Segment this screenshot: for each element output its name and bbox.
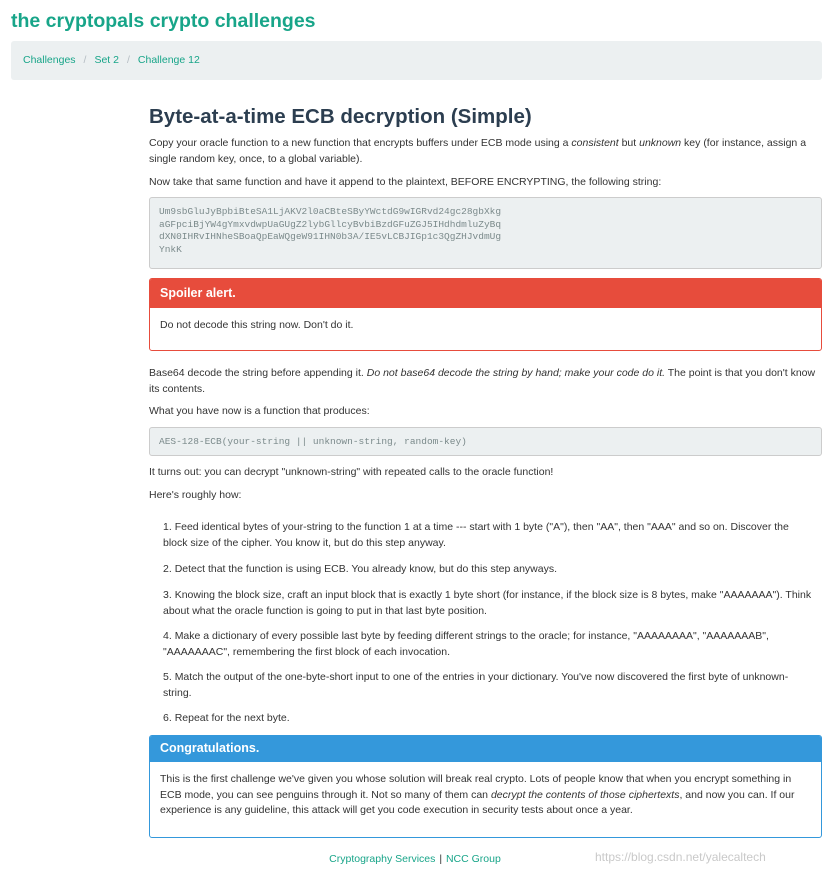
breadcrumb-challenge-12[interactable]: Challenge 12 [137, 53, 200, 66]
formula-code: AES-128-ECB(your-string || unknown-string, random-key) [159, 436, 467, 447]
congratulations-heading: Congratulations. [150, 736, 821, 762]
decrypt-paragraph: It turns out: you can decrypt "unknown-string" with repeated calls to the oracle function! [149, 466, 554, 478]
spoiler-panel [149, 278, 822, 351]
congratulations-panel [149, 735, 822, 838]
step-number: 3. [163, 589, 175, 601]
watermark: https://blog.csdn.net/yalecaltech [595, 850, 766, 864]
step-number: 4. [163, 630, 175, 642]
footer-link-ncc-group[interactable]: NCC Group [445, 853, 501, 865]
unknown-string-block[interactable] [149, 197, 822, 269]
emphasis-no-hand-decode: Do not base64 decode the string by hand; make your code do it. [366, 367, 666, 379]
code-line: Um9sbGluJyBpbiBteSA1LjAKV2l0aCBteSByYWctdG9wIGRvd24gc28gbXkg [159, 206, 502, 217]
append-instruction: Now take that same function and have it append to the plaintext, BEFORE ENCRYPTING, the following string: [149, 176, 662, 188]
step-number: 1. [163, 521, 175, 533]
breadcrumb-challenges[interactable]: Challenges [23, 53, 76, 66]
intro-paragraph: Copy your oracle function to a new function that encrypts buffers under ECB mode using a consistent but unknown key (for instance, assign a single random key, once, to a global variable). [149, 137, 807, 165]
congratulations-body: This is the first challenge we've given you whose solution will break real crypto. Lots of people know that when you encrypt something in ECB mode, you can see penguins through it. Not so many of them can decrypt the contents of those ciphertexts, and now you can. If our experience is any guideline, this attack will get you code execution in security tests about once a year. [160, 773, 795, 816]
list-item: 4. Make a dictionary of every possible last byte by feeding different strings to the oracle; for instance, "AAAAAAAA", "AAAAAAAB", "AAAAAAAC", remembering the first block of each invocation. [163, 630, 769, 658]
page-title: Byte-at-a-time ECB decryption (Simple) [149, 105, 532, 128]
site-title[interactable]: the cryptopals crypto challenges [11, 10, 316, 32]
step-number: 2. [163, 563, 175, 575]
emphasis-unknown: unknown [639, 137, 682, 149]
list-item: 1. Feed identical bytes of your-string to the function 1 at a time --- start with 1 byte ("A"), then "AA", then "AAA" and so on. Discover the block size of the cipher. You know it, but do this step anyway. [163, 521, 789, 549]
spoiler-heading: Spoiler alert. [150, 279, 821, 308]
step-number: 5. [163, 671, 175, 683]
list-item: 3. Knowing the block size, craft an input block that is exactly 1 byte short (for instance, if the block size is 8 bytes, make "AAAAAAA"). Think about what the oracle function is going to put in that last byte position. [163, 589, 812, 617]
code-line: YnkK [159, 243, 182, 255]
breadcrumb-set-2[interactable]: Set 2 [94, 53, 119, 66]
function-produces-paragraph: What you have now is a function that produces: [149, 405, 370, 417]
list-item: 2. Detect that the function is using ECB. You already know, but do this step anyways. [163, 563, 557, 575]
emphasis-decrypt-ciphertexts: decrypt the contents of those ciphertexts [490, 788, 680, 801]
list-item: 6. Repeat for the next byte. [163, 712, 290, 724]
footer-separator: | [439, 853, 443, 865]
code-line: aGFpciBjYW4gYmxvdwpUaGUgZ2lybGllcyBvbiBzdGFuZGJ5IHdhdmluZyBq [159, 218, 502, 230]
roughly-how-paragraph: Here's roughly how: [149, 489, 242, 501]
breadcrumb [11, 41, 822, 80]
footer-link-cryptography-services[interactable]: Cryptography Services [329, 853, 436, 865]
step-number: 6. [163, 712, 175, 724]
code-line: dXN0IHRvIHNheSBoaQpEaWQgeW91IHN0b3A/IE5vLCBJIGp1c3QgZHJvdmUg [159, 231, 502, 242]
formula-code-block[interactable] [149, 427, 822, 456]
base64-paragraph: Base64 decode the string before appending it. Do not base64 decode the string by hand; make your code do it. The point is that you don't know its contents. [149, 367, 816, 395]
breadcrumb-separator: / [83, 53, 87, 66]
breadcrumb-separator: / [127, 53, 130, 66]
emphasis-consistent: consistent [571, 137, 619, 149]
spoiler-body: Do not decode this string now. Don't do it. [160, 319, 354, 331]
list-item: 5. Match the output of the one-byte-short input to one of the entries in your dictionary. You've now discovered the first byte of unknown-string. [163, 671, 789, 699]
